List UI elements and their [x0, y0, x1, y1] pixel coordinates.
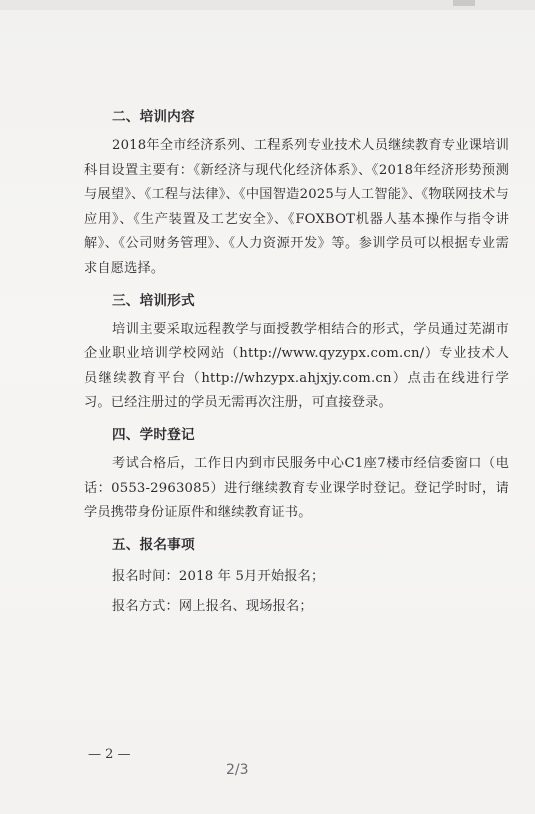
- scan-top-edge: [0, 0, 535, 10]
- section-paragraph-training-content: 2018年全市经济系列、工程系列专业技术人员继续教育专业课培训科目设置主要有：《新经济与现代化经济体系》、《2018年经济形势预测与展望》、《工程与法律》、《中国智造2025与人工智能》、《物联网技术与应用》、《生产装置及工艺安全》、《FOXBOT机器人基本操作与指令讲解》、《公司财务管理》、《人力资源开发》等。参训学员可以根据专业需求自愿选择。: [84, 138, 509, 276]
- page-number: — 2 —: [88, 747, 131, 762]
- section-heading-training-format: 三、培训形式: [112, 292, 195, 309]
- scan-smudge: [453, 0, 475, 6]
- enrollment-time-line: 报名时间：2018 年 5月开始报名；: [112, 568, 325, 584]
- sheet-index: 2/3: [226, 762, 249, 778]
- section-paragraph-hour-registration: 考试合格后，工作日内到市民服务中心C1座7楼市经信委窗口（电话：0553-2963085）进行继续教育专业课学时登记。登记学时时，请学员携带身份证原件和继续教育证书。: [84, 455, 509, 521]
- section-heading-enrollment: 五、报名事项: [112, 536, 195, 553]
- enrollment-method-line: 报名方式：网上报名、现场报名；: [112, 598, 313, 614]
- section-heading-hour-registration: 四、学时登记: [112, 426, 195, 443]
- document-body: [84, 100, 509, 622]
- section-paragraph-training-format: 培训主要采取远程教学与面授教学相结合的形式，学员通过芜湖市企业职业培训学校网站（http://www.qyzypx.com.cn/）专业技术人员继续教育平台（http://whzypx.ahjxjy.com.cn）点击在线进行学习。已经注册过的学员无需再次注册，可直接登录。: [84, 321, 509, 411]
- section-heading-training-content: 二、培训内容: [112, 109, 195, 125]
